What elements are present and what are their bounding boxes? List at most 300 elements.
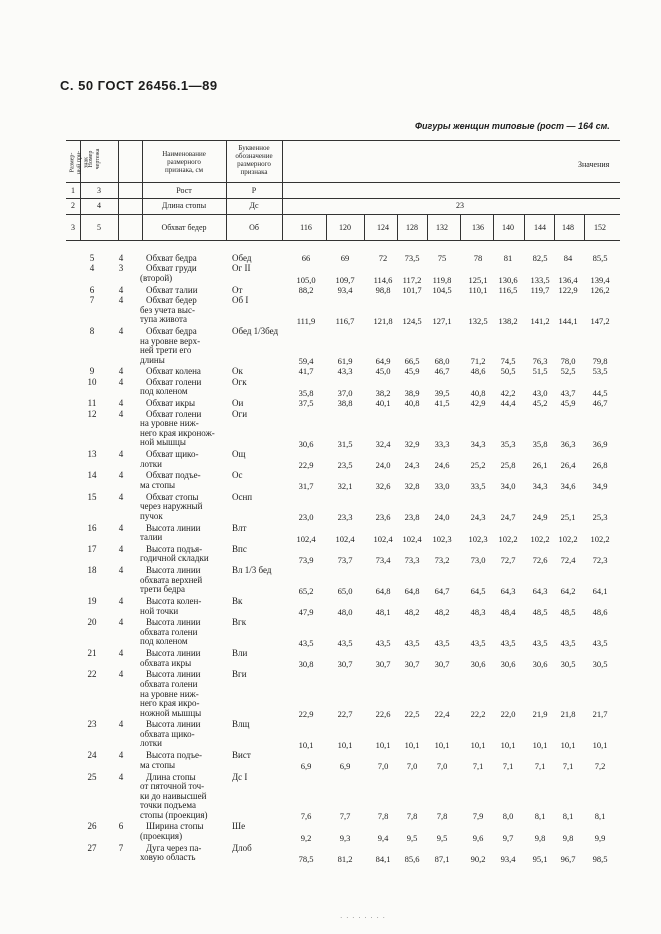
row-feature-name: Длина стопы — [146, 771, 196, 782]
value-cell: 73,0 — [470, 554, 486, 565]
row-drawing-number: 4 — [118, 491, 124, 502]
row-number: 26 — [87, 821, 97, 832]
row-number: 24 — [87, 750, 97, 761]
value-cell: 73,9 — [298, 554, 314, 565]
value-cell: 73,5 — [404, 253, 420, 263]
value-cell: 45,0 — [375, 366, 391, 377]
row-feature-name: (второй) — [140, 273, 173, 283]
value-cell: 9,4 — [377, 832, 389, 843]
row-feature-name: тупа живота — [140, 314, 188, 325]
value-cell: 74,5 — [500, 356, 516, 367]
value-cell: 8,1 — [594, 811, 606, 822]
row-drawing-number: 7 — [118, 842, 124, 853]
row-feature-name: Ширина стопы — [146, 821, 204, 832]
row-feature-name: лотки — [140, 458, 162, 469]
row-letter-code: Вли — [232, 648, 248, 659]
value-cell: 87,1 — [434, 853, 450, 864]
row-number: 10 — [87, 376, 97, 387]
value-cell: 136,4 — [558, 274, 578, 285]
value-cell: 30,5 — [560, 659, 576, 670]
value-cell: 81 — [503, 253, 513, 263]
value-cell: 37,0 — [337, 387, 353, 398]
row-letter-code: Обед 1/3бед — [232, 326, 279, 337]
value-cell: 69 — [340, 253, 350, 263]
value-cell: 10,1 — [375, 739, 391, 750]
value-cell: 25,1 — [560, 512, 576, 523]
value-cell: 9,7 — [502, 832, 514, 843]
value-cell: 8,1 — [534, 811, 546, 822]
header-letter-code: Буквенное обозначение размерного признака — [235, 144, 273, 176]
param-drawing-number: 5 — [97, 223, 101, 232]
value-cell: 10,1 — [434, 739, 450, 750]
value-cell: 22,9 — [298, 460, 314, 471]
row-number: 12 — [87, 408, 97, 419]
value-cell: 9,5 — [436, 832, 448, 843]
row-letter-code: Вги — [232, 669, 247, 680]
value-cell: 22,6 — [375, 709, 391, 720]
value-cell: 98,5 — [592, 853, 608, 864]
value-cell: 81,2 — [337, 853, 353, 864]
value-cell: 43,0 — [532, 387, 548, 398]
row-feature-name: ной точки — [140, 605, 179, 616]
row-number: 7 — [89, 295, 95, 306]
param-row-number: 1 — [71, 186, 75, 195]
hip-girth-value: 132 — [436, 223, 448, 232]
value-cell: 9,9 — [594, 832, 606, 843]
value-cell: 26,4 — [560, 460, 576, 471]
value-cell: 116,5 — [498, 284, 518, 295]
row-number: 11 — [87, 398, 97, 409]
value-cell: 30,7 — [404, 659, 420, 670]
value-cell: 95,1 — [532, 853, 548, 864]
value-cell: 79,8 — [592, 356, 608, 367]
value-cell: 45,9 — [404, 366, 420, 377]
row-number: 21 — [87, 648, 97, 659]
row-feature-name: ной мышцы — [140, 437, 186, 448]
row-feature-name: Высота линии — [146, 617, 201, 628]
value-cell: 48,5 — [532, 607, 548, 617]
row-number: 9 — [89, 366, 95, 377]
value-cell: 21,7 — [592, 709, 608, 720]
value-cell: 34,9 — [592, 481, 608, 492]
value-cell: 43,5 — [592, 637, 608, 648]
value-cell: 7,1 — [472, 761, 484, 772]
param-code: Дс — [249, 201, 259, 210]
row-letter-code: Оги — [232, 408, 248, 419]
row-feature-name: ножной мышцы — [140, 707, 202, 718]
table-rule — [66, 140, 620, 141]
row-feature-name: Высота линии — [146, 669, 201, 680]
value-cell: 35,8 — [532, 438, 548, 449]
value-cell: 64,9 — [375, 356, 391, 367]
value-cell: 44,5 — [592, 387, 608, 398]
value-cell: 10,1 — [298, 739, 314, 750]
value-cell: 22,2 — [470, 709, 486, 720]
value-cell: 45,2 — [532, 398, 548, 409]
value-cell: 32,9 — [404, 438, 420, 449]
value-cell: 10,1 — [470, 739, 486, 750]
value-cell: 40,1 — [375, 398, 391, 409]
value-cell: 50,5 — [500, 366, 516, 377]
value-cell: 78,0 — [560, 356, 576, 367]
value-cell: 24,3 — [404, 460, 420, 471]
row-feature-name: (проекция) — [140, 831, 183, 841]
value-cell: 30,6 — [298, 438, 314, 449]
row-feature-name: ки до наивысшей — [140, 790, 207, 801]
row-feature-name: пучок — [140, 510, 163, 521]
row-number: 4 — [89, 263, 95, 274]
value-cell: 24,9 — [532, 512, 548, 523]
row-feature-name: Дуга через па- — [146, 842, 202, 853]
value-cell: 116,7 — [335, 315, 355, 326]
value-cell: 46,7 — [592, 398, 608, 409]
value-cell: 102,3 — [468, 533, 488, 544]
row-letter-code: Об I — [232, 295, 249, 306]
row-feature-name: обхвата голени — [140, 626, 198, 637]
table-rule — [460, 214, 461, 240]
row-number: 27 — [87, 842, 97, 853]
value-cell: 35,3 — [500, 438, 516, 449]
value-cell: 7,1 — [502, 761, 514, 772]
row-drawing-number: 4 — [118, 408, 124, 419]
row-letter-code: Впс — [232, 543, 247, 554]
row-drawing-number: 4 — [118, 543, 124, 554]
value-cell: 48,3 — [470, 607, 486, 617]
row-letter-code: Вк — [232, 595, 243, 606]
value-cell: 32,8 — [404, 481, 420, 492]
value-cell: 43,5 — [560, 637, 576, 648]
table-caption: Фигуры женщин типовые (рост — 164 см. — [415, 121, 610, 131]
value-cell: 44,4 — [500, 398, 516, 409]
hip-girth-value: 128 — [406, 223, 418, 232]
row-drawing-number: 4 — [118, 253, 124, 263]
row-number: 19 — [87, 595, 97, 606]
row-number: 15 — [87, 491, 97, 502]
header-drawing-number: Номер чертежа — [88, 148, 101, 170]
value-cell: 130,6 — [498, 274, 518, 285]
row-drawing-number: 4 — [118, 565, 124, 576]
value-cell: 117,2 — [402, 274, 422, 285]
value-cell: 125,1 — [468, 274, 488, 285]
param-code: Об — [249, 223, 259, 232]
value-cell: 43,5 — [404, 637, 420, 648]
value-cell: 43,5 — [375, 637, 391, 648]
value-cell: 22,0 — [500, 709, 516, 720]
value-cell: 102,2 — [558, 533, 578, 544]
value-cell: 7,1 — [534, 761, 546, 772]
value-cell: 71,2 — [470, 356, 486, 367]
value-cell: 33,3 — [434, 438, 450, 449]
value-cell: 23,0 — [298, 512, 314, 523]
value-cell: 26,8 — [592, 460, 608, 471]
row-feature-name: талии — [140, 532, 163, 543]
value-cell: 66 — [301, 253, 311, 263]
header-feature-name: Наименование размерного признака, см — [162, 150, 206, 174]
value-cell: 30,5 — [592, 659, 608, 670]
value-cell: 64,1 — [592, 585, 608, 596]
row-drawing-number: 4 — [118, 284, 124, 295]
table-rule — [524, 214, 525, 240]
value-cell: 48,6 — [470, 366, 486, 377]
row-drawing-number: 4 — [118, 295, 124, 306]
value-cell: 84 — [563, 253, 573, 263]
page-title: С. 50 ГОСТ 26456.1—89 — [60, 78, 218, 93]
value-cell: 38,2 — [375, 387, 391, 398]
row-drawing-number: 4 — [118, 595, 124, 606]
table-rule — [493, 214, 494, 240]
value-cell: 43,3 — [337, 366, 353, 377]
value-cell: 65,0 — [337, 585, 353, 596]
table-rule — [554, 214, 555, 240]
value-cell: 102,4 — [296, 533, 316, 544]
param-row-number: 3 — [71, 223, 75, 232]
value-cell: 40,8 — [470, 387, 486, 398]
hip-girth-value: 144 — [534, 223, 546, 232]
value-cell: 23,8 — [404, 512, 420, 523]
value-cell: 34,6 — [560, 481, 576, 492]
value-cell: 34,3 — [470, 438, 486, 449]
row-letter-code: Огк — [232, 376, 247, 387]
row-number: 13 — [87, 449, 97, 460]
row-feature-name: длины — [140, 354, 165, 365]
value-cell: 111,9 — [296, 315, 316, 326]
row-feature-name: Обхват бедра — [146, 326, 197, 337]
row-feature-name: через наружный — [140, 501, 203, 512]
value-cell: 25,2 — [470, 460, 486, 471]
row-letter-code: От — [232, 284, 243, 295]
table-rule — [66, 240, 620, 241]
value-cell: 82,5 — [532, 253, 548, 263]
row-drawing-number: 4 — [118, 326, 124, 337]
value-cell: 73,3 — [404, 554, 420, 565]
row-number: 18 — [87, 565, 97, 576]
value-cell: 126,2 — [590, 284, 610, 295]
value-cell: 64,8 — [375, 585, 391, 596]
row-number: 6 — [89, 284, 95, 295]
value-cell: 65,2 — [298, 585, 314, 596]
value-cell: 36,9 — [592, 438, 608, 449]
value-cell: 24,0 — [375, 460, 391, 471]
row-feature-name: под коленом — [140, 386, 188, 397]
param-drawing-number: 3 — [97, 186, 101, 195]
value-cell: 7,6 — [300, 811, 312, 822]
value-cell: 48,0 — [337, 607, 353, 617]
value-cell: 22,4 — [434, 709, 450, 720]
hip-girth-value: 120 — [339, 223, 351, 232]
value-cell: 48,2 — [404, 607, 420, 617]
value-cell: 33,5 — [470, 481, 486, 492]
table-rule — [118, 140, 119, 240]
value-cell: 9,3 — [339, 832, 351, 843]
value-cell: 73,2 — [434, 554, 450, 565]
row-feature-name: Обхват бедер — [146, 295, 197, 306]
row-feature-name: Обхват бедра — [146, 253, 197, 263]
value-cell: 43,7 — [560, 387, 576, 398]
value-cell: 6,9 — [300, 761, 312, 772]
value-cell: 90,2 — [470, 853, 486, 864]
value-cell: 105,0 — [296, 274, 316, 285]
param-drawing-number: 4 — [97, 201, 101, 210]
value-cell: 39,5 — [434, 387, 450, 398]
value-cell: 7,8 — [436, 811, 448, 822]
value-cell: 141,2 — [530, 315, 550, 326]
value-cell: 24,6 — [434, 460, 450, 471]
row-feature-name: него края икро- — [140, 698, 200, 709]
row-letter-code: Вгк — [232, 617, 247, 628]
row-letter-code: Длоб — [232, 842, 252, 853]
row-letter-code: Вист — [232, 750, 251, 761]
value-cell: 7,1 — [562, 761, 574, 772]
param-name: Рост — [176, 186, 192, 195]
row-feature-name: Высота колен- — [146, 595, 202, 606]
row-letter-code: Ощ — [232, 449, 246, 460]
row-feature-name: Обхват икры — [146, 398, 196, 409]
value-cell: 48,5 — [560, 607, 576, 617]
value-cell: 72,4 — [560, 554, 576, 565]
value-cell: 30,6 — [532, 659, 548, 670]
value-cell: 48,4 — [500, 607, 516, 617]
table-rule — [397, 214, 398, 240]
param-code: Р — [251, 186, 257, 195]
value-cell: 85,6 — [404, 853, 420, 864]
row-feature-name: на уровне ниж- — [140, 418, 199, 429]
value-cell: 43,5 — [532, 637, 548, 648]
value-cell: 93,4 — [500, 853, 516, 864]
value-cell: 25,8 — [500, 460, 516, 471]
value-cell: 7,2 — [594, 761, 606, 772]
header-values: Значения — [578, 160, 610, 169]
value-cell: 24,0 — [434, 512, 450, 523]
value-cell: 73,4 — [375, 554, 391, 565]
value-cell: 88,2 — [298, 284, 314, 295]
value-cell: 48,2 — [434, 607, 450, 617]
value-cell: 42,2 — [500, 387, 516, 398]
value-cell: 84,1 — [375, 853, 391, 864]
value-cell: 10,1 — [560, 739, 576, 750]
value-cell: 96,7 — [560, 853, 576, 864]
value-cell: 133,5 — [530, 274, 550, 285]
value-cell: 43,5 — [298, 637, 314, 648]
value-cell: 64,2 — [560, 585, 576, 596]
row-feature-name: ма стопы — [140, 759, 176, 770]
value-cell: 122,9 — [558, 284, 578, 295]
row-number: 16 — [87, 522, 97, 533]
row-drawing-number: 4 — [118, 449, 124, 460]
row-letter-code: Вл 1/3 бед — [232, 565, 272, 576]
value-cell: 24,7 — [500, 512, 516, 523]
value-cell: 78 — [473, 253, 483, 263]
value-cell: 7,7 — [339, 811, 351, 822]
table-rule — [427, 214, 428, 240]
row-drawing-number: 4 — [118, 617, 124, 628]
value-cell: 132,5 — [468, 315, 488, 326]
row-feature-name: Обхват груди — [146, 263, 197, 274]
value-cell: 35,8 — [298, 387, 314, 398]
value-cell: 147,2 — [590, 315, 610, 326]
value-cell: 21,8 — [560, 709, 576, 720]
value-cell: 10,1 — [500, 739, 516, 750]
value-cell: 7,0 — [436, 761, 448, 772]
value-cell: 52,5 — [560, 366, 576, 377]
value-cell: 30,6 — [470, 659, 486, 670]
value-cell: 30,8 — [298, 659, 314, 670]
table-rule — [326, 214, 327, 240]
row-number: 22 — [87, 669, 97, 680]
value-cell: 7,8 — [406, 811, 418, 822]
row-feature-name: Высота линии — [146, 648, 201, 659]
row-feature-name: лотки — [140, 738, 162, 749]
table-rule — [66, 198, 620, 199]
value-cell: 114,6 — [373, 274, 393, 285]
value-cell: 22,7 — [337, 709, 353, 720]
row-feature-name: Обхват щико- — [146, 449, 199, 460]
value-cell: 144,1 — [558, 315, 578, 326]
value-cell: 9,6 — [472, 832, 484, 843]
value-cell: 124,5 — [402, 315, 422, 326]
value-cell: 41,5 — [434, 398, 450, 409]
row-feature-name: Высота линии — [146, 719, 201, 730]
row-drawing-number: 4 — [118, 669, 124, 680]
value-cell: 43,5 — [434, 637, 450, 648]
value-cell: 72,6 — [532, 554, 548, 565]
value-cell: 64,3 — [532, 585, 548, 596]
value-cell: 138,2 — [498, 315, 518, 326]
value-cell: 102,2 — [498, 533, 518, 544]
value-cell: 32,4 — [375, 438, 391, 449]
value-cell: 121,8 — [373, 315, 393, 326]
value-cell: 64,7 — [434, 585, 450, 596]
value-cell: 46,7 — [434, 366, 450, 377]
value-cell: 85,5 — [592, 253, 608, 263]
value-cell: 93,4 — [337, 284, 353, 295]
value-cell: 43,5 — [470, 637, 486, 648]
param-name: Длина стопы — [161, 201, 207, 210]
value-cell: 48,6 — [592, 607, 608, 617]
value-cell: 38,8 — [337, 398, 353, 409]
value-cell: 98,8 — [375, 284, 391, 295]
value-cell: 73,7 — [337, 554, 353, 565]
row-number: 25 — [87, 771, 97, 782]
value-cell: 9,8 — [534, 832, 546, 843]
row-feature-name: Обхват талии — [146, 284, 198, 295]
value-cell: 31,7 — [298, 481, 314, 492]
value-cell: 40,8 — [404, 398, 420, 409]
value-cell: 48,1 — [375, 607, 391, 617]
row-number: 20 — [87, 617, 97, 628]
row-feature-name: трети бедра — [140, 584, 185, 595]
row-feature-name: под коленом — [140, 636, 188, 647]
value-cell: 10,1 — [592, 739, 608, 750]
row-letter-code: Ои — [232, 398, 244, 409]
value-cell: 102,2 — [530, 533, 550, 544]
value-cell: 127,1 — [432, 315, 452, 326]
value-cell: 23,5 — [337, 460, 353, 471]
row-feature-name: обхвата икры — [140, 657, 192, 668]
value-cell: 36,3 — [560, 438, 576, 449]
value-cell: 45,9 — [560, 398, 576, 409]
value-cell: 9,8 — [562, 832, 574, 843]
value-cell: 10,1 — [532, 739, 548, 750]
value-cell: 102,4 — [402, 533, 422, 544]
value-cell: 10,1 — [337, 739, 353, 750]
row-letter-code: Ог II — [232, 263, 251, 274]
value-cell: 30,7 — [337, 659, 353, 670]
row-feature-name: точки подъема — [140, 800, 196, 811]
value-cell: 22,5 — [404, 709, 420, 720]
value-cell: 34,0 — [500, 481, 516, 492]
table-rule — [282, 140, 283, 240]
row-drawing-number: 4 — [118, 648, 124, 659]
